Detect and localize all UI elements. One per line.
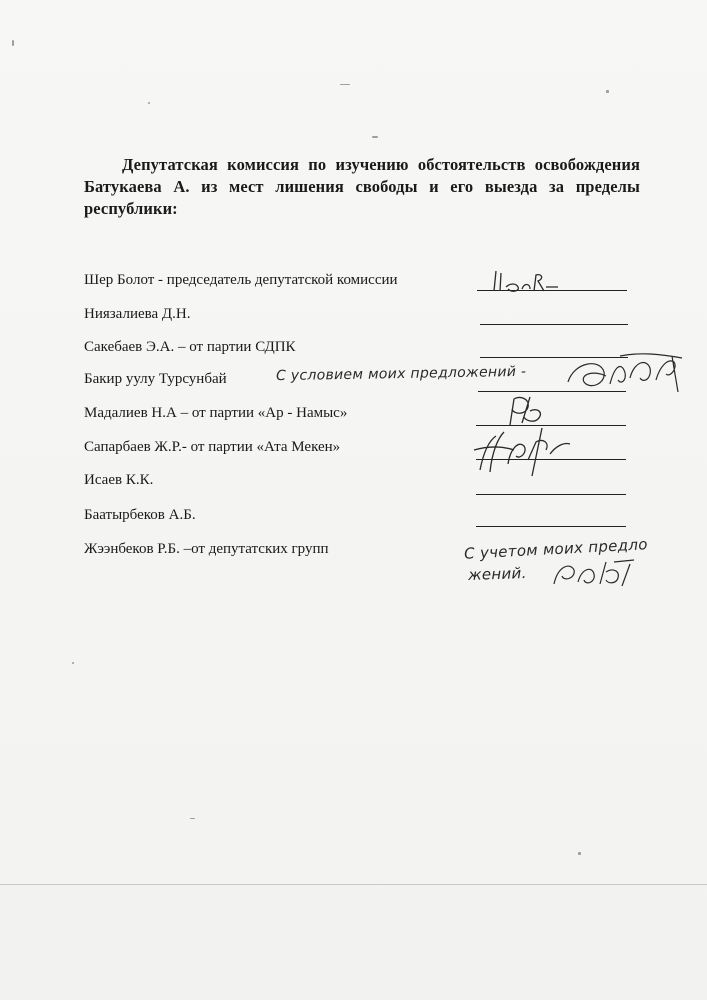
member-row: Баатырбеков А.Б. xyxy=(84,507,196,523)
scan-speck xyxy=(578,852,581,855)
signature-bakir xyxy=(560,348,690,398)
scan-speck xyxy=(606,90,609,93)
scan-speck xyxy=(190,818,195,819)
scan-speck xyxy=(72,662,74,664)
scan-speck xyxy=(12,40,14,46)
member-row: Сапарбаев Ж.Р.- от партии «Ата Мекен» xyxy=(84,439,341,455)
member-row: Бакир уулу Турсунбай xyxy=(84,371,227,387)
signature-sher-bolot xyxy=(488,265,568,295)
member-row: Исаев К.К. xyxy=(84,472,154,488)
handwritten-note: жений. xyxy=(467,563,527,585)
handwritten-note: С учетом моих предло xyxy=(463,535,649,563)
scan-speck xyxy=(372,136,378,138)
member-row: Жээнбеков Р.Б. –от депутатских групп xyxy=(84,541,329,557)
signature-saparbaev xyxy=(470,420,580,480)
handwritten-note: С условием моих предложений - xyxy=(275,363,527,385)
member-row: Шер Болот - председатель депутатской комиссии xyxy=(84,272,398,288)
member-row: Мадалиев Н.А – от партии «Ар - Намыс» xyxy=(84,405,348,421)
document-heading: Депутатская комиссия по изучению обстоятельств освобождения Батукаева А. из мест лишения свободы и его выезда за пределы республики: xyxy=(84,155,640,218)
signature-line xyxy=(476,494,626,495)
signature-jeenbekov xyxy=(548,556,638,590)
scan-edge-line xyxy=(0,884,707,885)
signature-line xyxy=(480,324,628,325)
signature-line xyxy=(476,526,626,527)
member-row: Ниязалиева Д.Н. xyxy=(84,306,191,322)
scan-speck xyxy=(148,102,150,104)
member-row: Сакебаев Э.А. – от партии СДПК xyxy=(84,339,296,355)
scan-speck xyxy=(340,84,350,85)
